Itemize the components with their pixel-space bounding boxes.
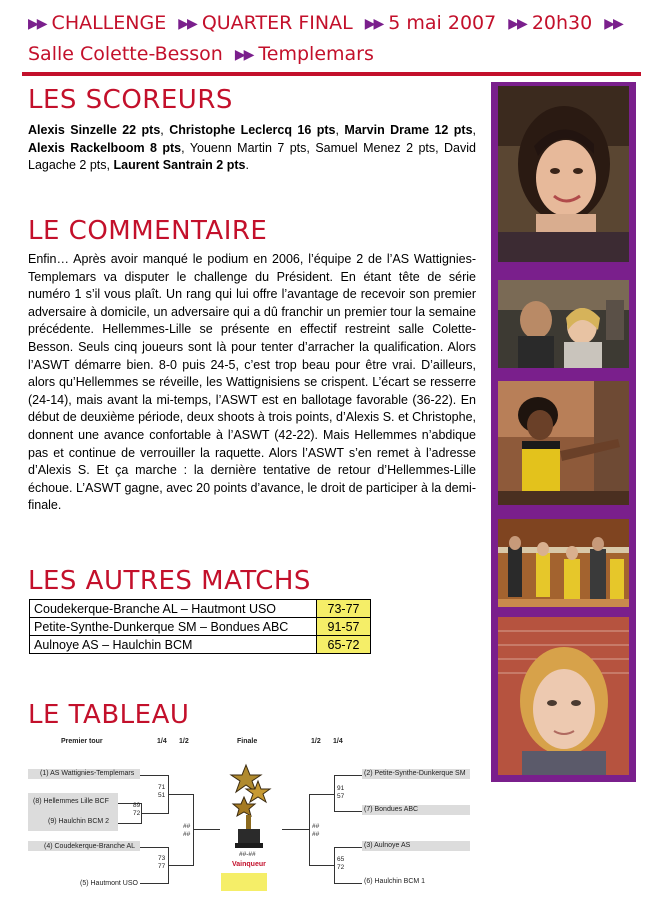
header-date: 5 mai 2007: [388, 12, 497, 34]
match-cell: Petite-Synthe-Dunkerque SM – Bondues ABC: [30, 618, 317, 636]
double-arrow-icon: ▶▶: [234, 47, 253, 63]
winner-box: [221, 873, 267, 891]
bracket: [26, 735, 471, 905]
table-row: [30, 618, 371, 636]
header-quarter: 1/4: [157, 738, 167, 745]
bracket-score: ##: [183, 823, 191, 830]
crowd-photo: [498, 280, 629, 368]
bracket-line: [140, 847, 169, 848]
double-arrow-icon: ▶▶: [178, 16, 196, 32]
bracket-team: (4) Coudekerque-Branche AL: [44, 843, 136, 850]
bracket-score: 57: [337, 793, 345, 800]
match-cell: Coudekerque-Branche AL – Hautmont USO: [30, 600, 317, 618]
header-quarter: 1/4: [333, 738, 343, 745]
bracket-team: (9) Haulchin BCM 2: [48, 818, 110, 825]
scorer: David Lagache 2 pts: [28, 140, 476, 173]
header-first-round: Premier tour: [61, 738, 103, 745]
bracket-line: [194, 829, 220, 830]
scorer: Alexis Rackelboom 8 pts: [28, 140, 182, 155]
bracket-line: [309, 794, 335, 795]
bracket-team: (7) Bondues ABC: [364, 806, 419, 813]
header-line-1: [28, 8, 648, 39]
bracket-team: (5) Hautmont USO: [80, 880, 138, 887]
scorer: Samuel Menez 2 pts: [315, 140, 436, 155]
bracket-line: [309, 865, 335, 866]
trophy-icon: [224, 763, 276, 849]
double-arrow-icon: ▶▶: [604, 16, 622, 32]
portrait-photo: [498, 86, 629, 262]
other-matches-title: LES AUTRES MATCHS: [28, 566, 311, 596]
bracket-team: (2) Petite-Synthe-Dunkerque SM: [364, 770, 466, 777]
bracket-score: 51: [158, 792, 166, 799]
bracket-title: LE TABLEAU: [28, 700, 190, 730]
header-venue: Salle Colette-Besson: [28, 43, 223, 65]
bracket-score: 73: [158, 855, 166, 862]
winner-label: Vainqueur: [232, 861, 266, 868]
commentary-title: LE COMMENTAIRE: [28, 216, 268, 246]
header-semi: 1/2: [311, 738, 321, 745]
bracket-line: [118, 823, 142, 824]
bracket-line: [193, 794, 194, 866]
bracket-team: (1) AS Wattignies-Templemars: [40, 770, 135, 777]
bracket-score: 89: [133, 802, 141, 809]
bracket-line: [334, 883, 362, 884]
portrait-photo-2: [498, 617, 629, 775]
scorers-title: LES SCOREURS: [28, 85, 233, 115]
double-arrow-icon: ▶▶: [508, 16, 526, 32]
bracket-line: [334, 775, 362, 776]
header-event: CHALLENGE: [51, 12, 167, 34]
scorer: Marvin Drame 12 pts: [344, 123, 473, 137]
header-city: Templemars: [258, 43, 374, 65]
score-cell: 65-72: [317, 636, 371, 654]
scorer: Christophe Leclercq 16 pts: [169, 123, 336, 137]
header-semi: 1/2: [179, 738, 189, 745]
bracket-line: [169, 865, 194, 866]
bracket-line: [334, 811, 362, 812]
match-photo: [498, 519, 629, 607]
bracket-line: [334, 847, 362, 848]
bracket-line: [142, 813, 169, 814]
player-photo: [498, 381, 629, 505]
score-cell: 91-57: [317, 618, 371, 636]
commentary-text: Enfin… Après avoir manqué le podium en 2006, l’équipe 2 de l’AS Wattignies-Templemars va disputer le challenge du Président. En étant tête de série numéro 1 s’il vous plaît. Un rang qui lui offre l’avantage de recevoir son premier adversaire à domicile, un adversaire qui a dû franchir un premier tour la semaine précédente. Hellemmes-Lille se présente en effectif restreint salle Colette-Besson. Seuls cinq joueurs sont là pour tenter d’arracher la qualification. Alors l’ASWT démarre bien. 8-0 puis 24-5, c’est trop beau pour être vrai. D’ailleurs, alors qu’Hellemmes se réveille, les Wattignisiens se crispent. L’écart se resserre (24-14), mais avant la mi-temps, l’ASWT est en ballotage favorable (36-22). En début de deuxième période, deux shoots à trois points, d’Alexis S. et Christophe, donnent une avance confortable à l’ASWT (42-22). Mais Hellemmes n’abdique pas et continue de verrouiller la raquette. Alors l’ASWT s’en remet à l’adresse d’Alexis S. Et ça marche : la dernière tentative de retour d’Hellemmes-Lille échoue. L’ASWT gagne, avec 20 points d’avance, le droit de participer à la demi-finale.: [28, 252, 476, 513]
bracket-score: ##: [312, 831, 320, 838]
page-header: [28, 8, 648, 70]
bracket-score: 77: [158, 863, 166, 870]
bracket-team: (3) Aulnoye AS: [364, 842, 411, 849]
scorers-text: Alexis Sinzelle 22 pts, Christophe Leclercq 16 pts, Marvin Drame 12 pts, Alexis Rackelboom 8 pts, Youenn Martin 7 pts, Samuel Menez 2 pts, David Lagache 2 pts, Laurent Santrain 2 pts.: [28, 123, 477, 173]
bracket-score: 65: [337, 856, 345, 863]
bracket-score: 72: [337, 864, 345, 871]
header-final: Finale: [237, 738, 258, 745]
bracket-team: (6) Haulchin BCM 1: [364, 878, 426, 885]
header-line-2: [28, 39, 648, 70]
bracket-line: [169, 794, 194, 795]
scorer: Laurent Santrain 2 pts: [113, 158, 246, 173]
header-time: 20h30: [531, 12, 593, 34]
double-arrow-icon: ▶▶: [28, 16, 46, 32]
bracket-line: [282, 829, 310, 830]
bracket-team: (8) Hellemmes Lille BCF: [33, 798, 109, 805]
bracket-score: ##: [183, 831, 191, 838]
score-cell: 73-77: [317, 600, 371, 618]
header-round: QUARTER FINAL: [201, 12, 353, 34]
scorer: Youenn Martin 7 pts: [189, 140, 307, 155]
bracket-line: [309, 794, 310, 866]
double-arrow-icon: ▶▶: [364, 16, 383, 32]
table-row: [30, 636, 371, 654]
other-matches-table: [29, 599, 371, 654]
scorer: Alexis Sinzelle 22 pts: [28, 123, 161, 137]
match-cell: Aulnoye AS – Haulchin BCM: [30, 636, 317, 654]
header-rule: [22, 72, 641, 76]
bracket-score: 91: [337, 785, 345, 792]
bracket-score: ##: [312, 823, 320, 830]
bracket-score: 71: [158, 784, 166, 791]
table-row: [30, 600, 371, 618]
bracket-line: [140, 775, 169, 776]
bracket-score: 72: [133, 810, 141, 817]
bracket-line: [140, 883, 169, 884]
final-score: ##-##: [239, 851, 256, 858]
